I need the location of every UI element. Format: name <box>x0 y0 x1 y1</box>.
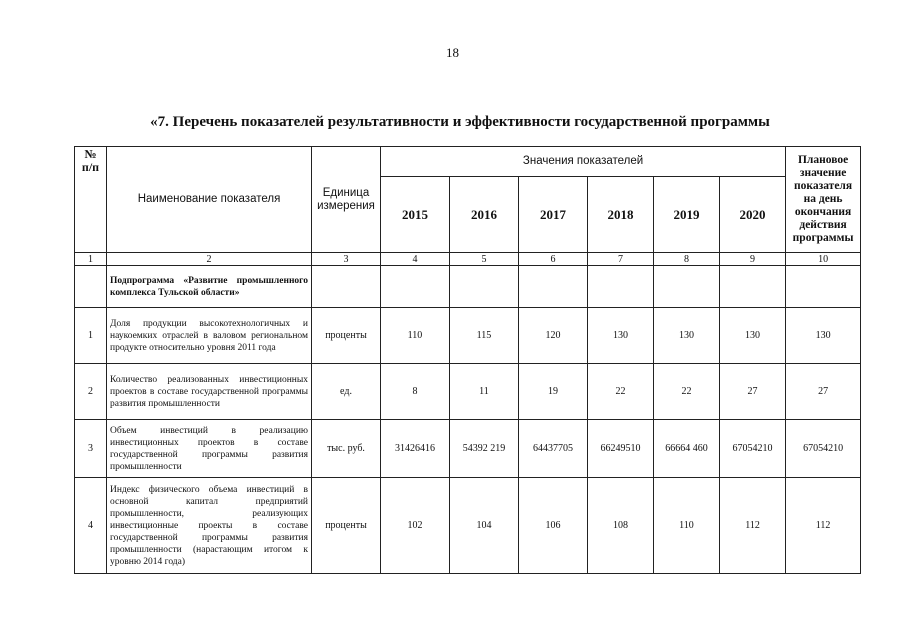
value-cell: 66249510 <box>588 420 654 478</box>
subprogram-row <box>75 266 861 308</box>
value-cell: 106 <box>519 478 588 574</box>
value-cell: 112 <box>720 478 786 574</box>
planned-cell: 67054210 <box>786 420 861 478</box>
value-cell: 130 <box>654 308 720 364</box>
page-number: 18 <box>446 45 459 60</box>
unit-cell: проценты <box>312 308 381 364</box>
value-cell: 54392 219 <box>450 420 519 478</box>
header-no: № п/п <box>75 147 107 253</box>
value-cell: 104 <box>450 478 519 574</box>
indicator-name: Объем инвестиций в реализацию инвестиционных проектов в составе государственной программы развития промышленности <box>107 420 312 478</box>
planned-cell: 112 <box>786 478 861 574</box>
header-year: 2017 <box>519 177 588 253</box>
value-cell: 102 <box>381 478 450 574</box>
column-number: 9 <box>720 253 786 266</box>
column-number: 6 <box>519 253 588 266</box>
header-name: Наименование показателя <box>107 147 312 253</box>
column-number: 10 <box>786 253 861 266</box>
value-cell: 67054210 <box>720 420 786 478</box>
planned-cell: 130 <box>786 308 861 364</box>
value-cell: 130 <box>588 308 654 364</box>
value-cell: 19 <box>519 364 588 420</box>
value-cell: 110 <box>654 478 720 574</box>
value-cell: 22 <box>588 364 654 420</box>
table-row <box>75 364 861 420</box>
value-cell: 120 <box>519 308 588 364</box>
table-row <box>75 420 861 478</box>
subprogram-title: Подпрограмма «Развитие промышленного комплекса Тульской области» <box>107 266 312 308</box>
row-number: 2 <box>75 364 107 420</box>
planned-cell: 27 <box>786 364 861 420</box>
header-year: 2020 <box>720 177 786 253</box>
unit-cell: ед. <box>312 364 381 420</box>
unit-cell: тыс. руб. <box>312 420 381 478</box>
indicators-table <box>74 146 861 574</box>
value-cell: 22 <box>654 364 720 420</box>
row-number: 4 <box>75 478 107 574</box>
table-row <box>75 478 861 574</box>
value-cell: 66664 460 <box>654 420 720 478</box>
value-cell: 130 <box>720 308 786 364</box>
header-year: 2016 <box>450 177 519 253</box>
indicator-name: Доля продукции высокотехнологичных и наукоемких отраслей в валовом региональном продукте относительно уровня 2011 года <box>107 308 312 364</box>
value-cell: 11 <box>450 364 519 420</box>
header-unit: Единица измерения <box>312 147 381 253</box>
column-number: 8 <box>654 253 720 266</box>
value-cell: 110 <box>381 308 450 364</box>
value-cell: 108 <box>588 478 654 574</box>
unit-cell: проценты <box>312 478 381 574</box>
column-number: 7 <box>588 253 654 266</box>
indicator-name: Количество реализованных инвестиционных проектов в составе государственной программы развития промышленности <box>107 364 312 420</box>
row-number: 3 <box>75 420 107 478</box>
header-planned: Плановое значение показателя на день окончания действия программы <box>786 147 861 253</box>
value-cell: 64437705 <box>519 420 588 478</box>
section-title: «7. Перечень показателей результативности и эффективности государственной программы <box>150 114 770 130</box>
value-cell: 31426416 <box>381 420 450 478</box>
table-row <box>75 308 861 364</box>
column-number: 2 <box>107 253 312 266</box>
header-year: 2018 <box>588 177 654 253</box>
column-number: 1 <box>75 253 107 266</box>
value-cell: 27 <box>720 364 786 420</box>
column-number: 3 <box>312 253 381 266</box>
header-year: 2015 <box>381 177 450 253</box>
value-cell: 8 <box>381 364 450 420</box>
header-values-group: Значения показателей <box>381 147 786 177</box>
column-number: 5 <box>450 253 519 266</box>
value-cell: 115 <box>450 308 519 364</box>
row-number: 1 <box>75 308 107 364</box>
column-number: 4 <box>381 253 450 266</box>
indicator-name: Индекс физического объема инвестиций в основной капитал предприятий промышленности, реализующих инвестиционные проекты в составе государственной программы развития промышленности (нарастающим итогом к уровню 2014 года) <box>107 478 312 574</box>
header-year: 2019 <box>654 177 720 253</box>
